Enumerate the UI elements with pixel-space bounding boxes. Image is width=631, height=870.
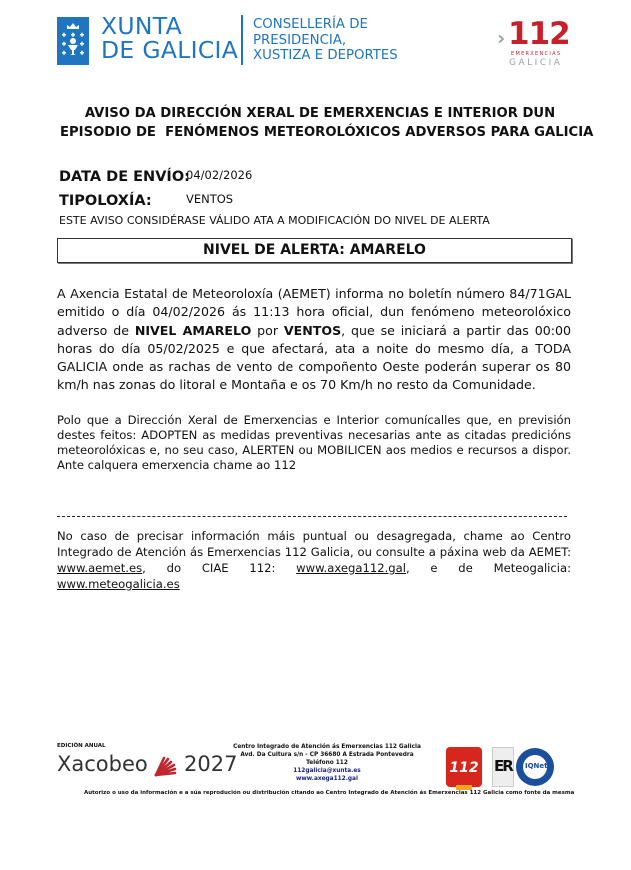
centro-contact-block (232, 743, 422, 783)
crown-cross-chalice-icon (57, 17, 89, 65)
centro-email-link[interactable]: 112galicia@xunta.es (293, 768, 361, 774)
emerxencias-112-galicia-logo (497, 16, 570, 74)
scallop-shell-icon (153, 752, 179, 778)
xunta-de-galicia-wordmark (101, 14, 238, 62)
meteogalicia-link[interactable]: www.meteogalicia.es (57, 577, 180, 591)
contact-text-2: , do CIAE 112: (142, 561, 297, 575)
aenor-er-certification (492, 747, 514, 787)
conselleria-line-3: XUSTIZA E DEPORTES (253, 48, 398, 63)
aenor-er-mark: ER (494, 757, 512, 775)
iqnet-certified-seal (515, 747, 555, 787)
type-value: VENTOS (186, 192, 234, 206)
xunta-coat-of-arms-logo (57, 17, 89, 65)
contact-paragraph (57, 528, 571, 592)
separator-line (57, 516, 567, 517)
conselleria-name (253, 17, 398, 64)
xacobeo-wordmark: Xacobeo (57, 752, 148, 776)
centro-phone: Teléfono 112 (306, 760, 348, 766)
p1-text-3: , que se iniciará a partir das 00:00 horas do día 05/02/2025 e que afectará, ata a noite do mesmo día, a TODA GALICIA onde as rachas de vento de compoñento Oeste poderán superar os 80 km/h nas zonas do litoral e Montaña e os 70 Km/h no resto da Comunidade. (57, 322, 572, 393)
logo-112-number: 112 (508, 16, 570, 52)
contact-text-1: No caso de precisar información máis puntual ou desagregada, chame ao Centro Integrado de Atención ás Emerxencias 112 Galicia, ou consulte a páxina web da AEMET: (57, 529, 571, 559)
date-label: DATA DE ENVÍO: (59, 169, 190, 185)
aemet-link[interactable]: www.aemet.es (57, 561, 143, 575)
centro-web-link[interactable]: www.axega112.gal (296, 776, 358, 782)
centro-name: Centro Integrado de Atención ás Emerxencias 112 Galicia (233, 744, 421, 750)
xacobeo-year: 2027 (184, 752, 238, 776)
logo-112-line2: GALICIA (509, 58, 563, 68)
usage-authorization-note: Autorizo o uso da información e a súa reprodución ou distribución citando ao Centro Integrado de Atención ás Emerxencias 112 Galicia como fonte da mesma (84, 790, 575, 796)
title-line-2: EPISODIO DE FENÓMENOS METEOROLÓXICOS ADVERSOS PARA GALICIA (60, 125, 594, 140)
instructions-paragraph: Polo que a Dirección Xeral de Emerxencias e Interior comunícalles que, en previsión destes feitos: ADOPTEN as medidas preventivas necesarias ante as citadas predicións meteorolóxicas e, no seu caso, ALERTEN ou MOBILICEN aos medios e recursos a dispor. Ante calquera emerxencia chame ao 112 (57, 413, 586, 472)
edicion-anual-label: EDICIÓN ANUAL (57, 743, 106, 749)
type-label: TIPOLOXÍA: (59, 193, 152, 209)
title-line-1: AVISO DA DIRECCIÓN XERAL DE EMERXENCIAS E INTERIOR DUN (84, 106, 556, 121)
p1-type-bold: VENTOS (283, 322, 342, 338)
document-title (60, 104, 594, 142)
conselleria-line-2: PRESIDENCIA, (253, 32, 347, 48)
org-line-2: DE GALICIA (101, 36, 239, 64)
centro-address: Avd. Da Cultura s/n - CP 36680 A Estrada Pontevedra (240, 752, 414, 758)
axega-link[interactable]: www.axega112.gal (296, 561, 406, 575)
validity-note: ESTE AVISO CONSIDÉRASE VÁLIDO ATA A MODIFICACIÓN DO NIVEL DE ALERTA (59, 214, 490, 227)
contact-text-3: , e de Meteogalicia: (405, 561, 571, 575)
aemet-notice-paragraph (57, 285, 571, 395)
header-divider (241, 15, 243, 65)
badge-112-number: 112 (449, 760, 479, 776)
date-value: 04/02/2026 (186, 168, 253, 182)
p1-text-2: por (251, 322, 284, 338)
org-line-1: XUNTA (101, 12, 182, 40)
conselleria-line-1: CONSELLERÍA DE (253, 17, 368, 32)
quality-112-badge (446, 747, 482, 787)
p1-level-bold: NIVEL AMARELO (134, 322, 252, 338)
chevron-right-icon: › (497, 26, 506, 50)
logo-112-line1: EMERXENCIAS (511, 51, 562, 57)
alert-level-box: NIVEL DE ALERTA: AMARELO (57, 238, 572, 263)
iqnet-label: IQNet (525, 762, 548, 770)
p1-text-1: A Axencia Estatal de Meteoroloxía (AEMET) informa no boletín número 84/71GAL emitido o día 04/02/2026 ás 11:13 hora oficial, dun fenómeno meteorolóxico adverso de (57, 286, 571, 338)
